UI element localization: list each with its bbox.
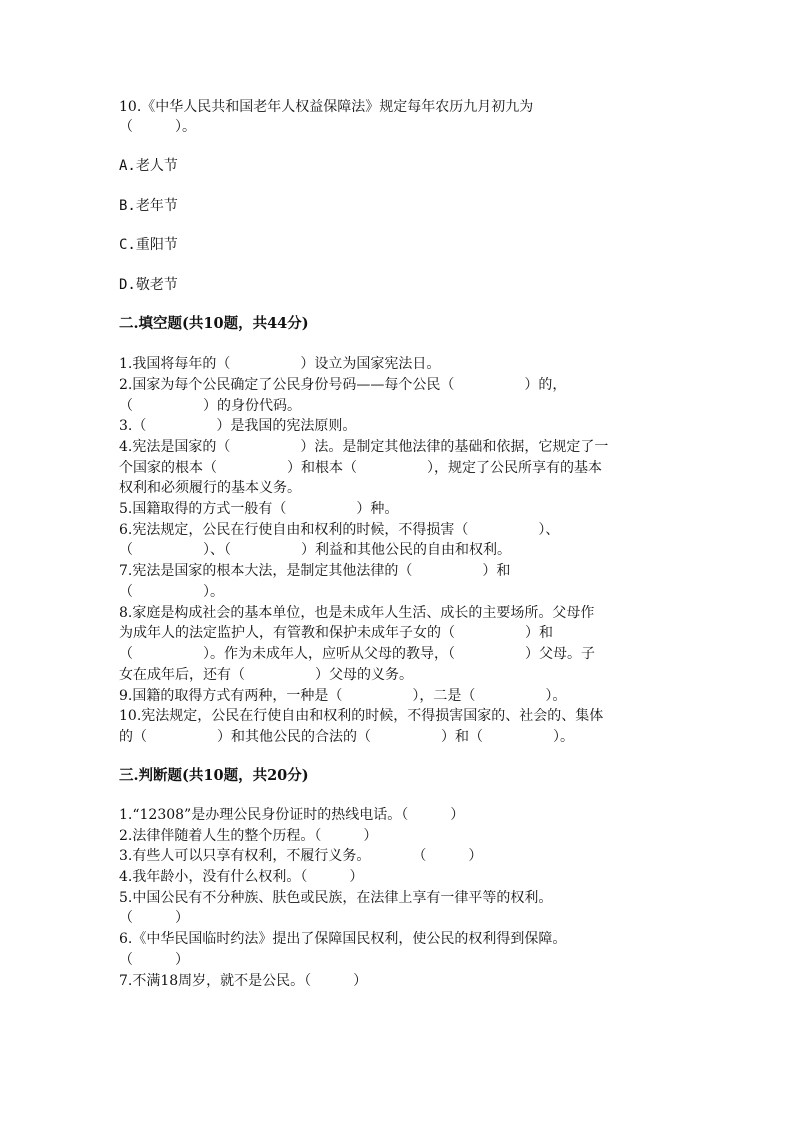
fill-line: 3.（ ）是我国的宪法原则。 xyxy=(119,418,357,434)
fill-line: 4.宪法是国家的（ ）法。是制定其他法律的基础和依据，它规定了一 xyxy=(119,439,609,455)
fill-line: 1.我国将每年的（ ）设立为国家宪法日。 xyxy=(119,356,441,372)
judge-line: 2.法律伴随着人生的整个历程。（ ） xyxy=(119,828,378,844)
option-c: C.重阳节 xyxy=(119,237,178,253)
judge-line: 7.不满18周岁，就不是公民。（ ） xyxy=(119,973,368,989)
fill-line: （ ）的身份代码。 xyxy=(119,398,301,414)
judge-line: 4.我年龄小，没有什么权利。（ ） xyxy=(119,869,364,885)
question-10-blank: （ ）。 xyxy=(119,119,196,135)
fill-line: 2.国家为每个公民确定了公民身份号码——每个公民（ ）的， xyxy=(119,377,567,393)
judge-line: （ ） xyxy=(119,952,189,968)
judge-line: 1.“12308”是办理公民身份证时的热线电话。（ ） xyxy=(119,807,465,823)
fill-line: 的（ ）和其他公民的合法的（ ）和（ ）。 xyxy=(119,729,574,745)
section-heading-fill-blank: 二.填空题(共10题，共44分) xyxy=(119,315,309,332)
fill-line: 6.宪法规定，公民在行使自由和权利的时候，不得损害（ ）、 xyxy=(119,522,560,538)
question-10-text: 10.《中华人民共和国老年人权益保障法》规定每年农历九月初九为 xyxy=(119,99,534,115)
fill-line: 女在成年后，还有（ ）父母的义务。 xyxy=(119,667,413,683)
fill-line: 9.国籍的取得方式有两种，一种是（ ），二是（ ）。 xyxy=(119,688,567,704)
option-b: B.老年节 xyxy=(119,198,178,214)
fill-line: 权利和必须履行的基本义务。 xyxy=(119,480,301,496)
judge-line: （ ） xyxy=(119,910,189,926)
fill-line: （ ）。 xyxy=(119,584,224,600)
judge-line: 6.《中华民国临时约法》提出了保障国民权利，使公民的权利得到保障。 xyxy=(119,931,567,947)
option-a: A.老人节 xyxy=(119,158,178,174)
fill-line: 为成年人的法定监护人，有管教和保护未成年子女的（ ）和 xyxy=(119,625,553,641)
fill-line: （ ）。作为未成年人，应听从父母的教导，（ ）父母。子 xyxy=(119,646,595,662)
fill-line: 7.宪法是国家的根本大法，是制定其他法律的（ ）和 xyxy=(119,563,511,579)
option-d: D.敬老节 xyxy=(119,277,178,293)
fill-line: 个国家的根本（ ）和根本（ ），规定了公民所享有的基本 xyxy=(119,460,602,476)
fill-line: 10.宪法规定，公民在行使自由和权利的时候，不得损害国家的、社会的、集体 xyxy=(119,708,604,724)
fill-line: 8.家庭是构成社会的基本单位，也是未成年人生活、成长的主要场所。父母作 xyxy=(119,605,595,621)
fill-line: 5.国籍取得的方式一般有（ ）种。 xyxy=(119,501,399,517)
judge-line: 5.中国公民有不分种族、肤色或民族，在法律上享有一律平等的权利。 xyxy=(119,890,553,906)
fill-line: （ ）、（ ）利益和其他公民的自由和权利。 xyxy=(119,542,511,558)
judge-line: 3.有些人可以只享有权利，不履行义务。 （ ） xyxy=(119,848,483,864)
section-heading-judge: 三.判断题(共10题，共20分) xyxy=(119,767,309,784)
